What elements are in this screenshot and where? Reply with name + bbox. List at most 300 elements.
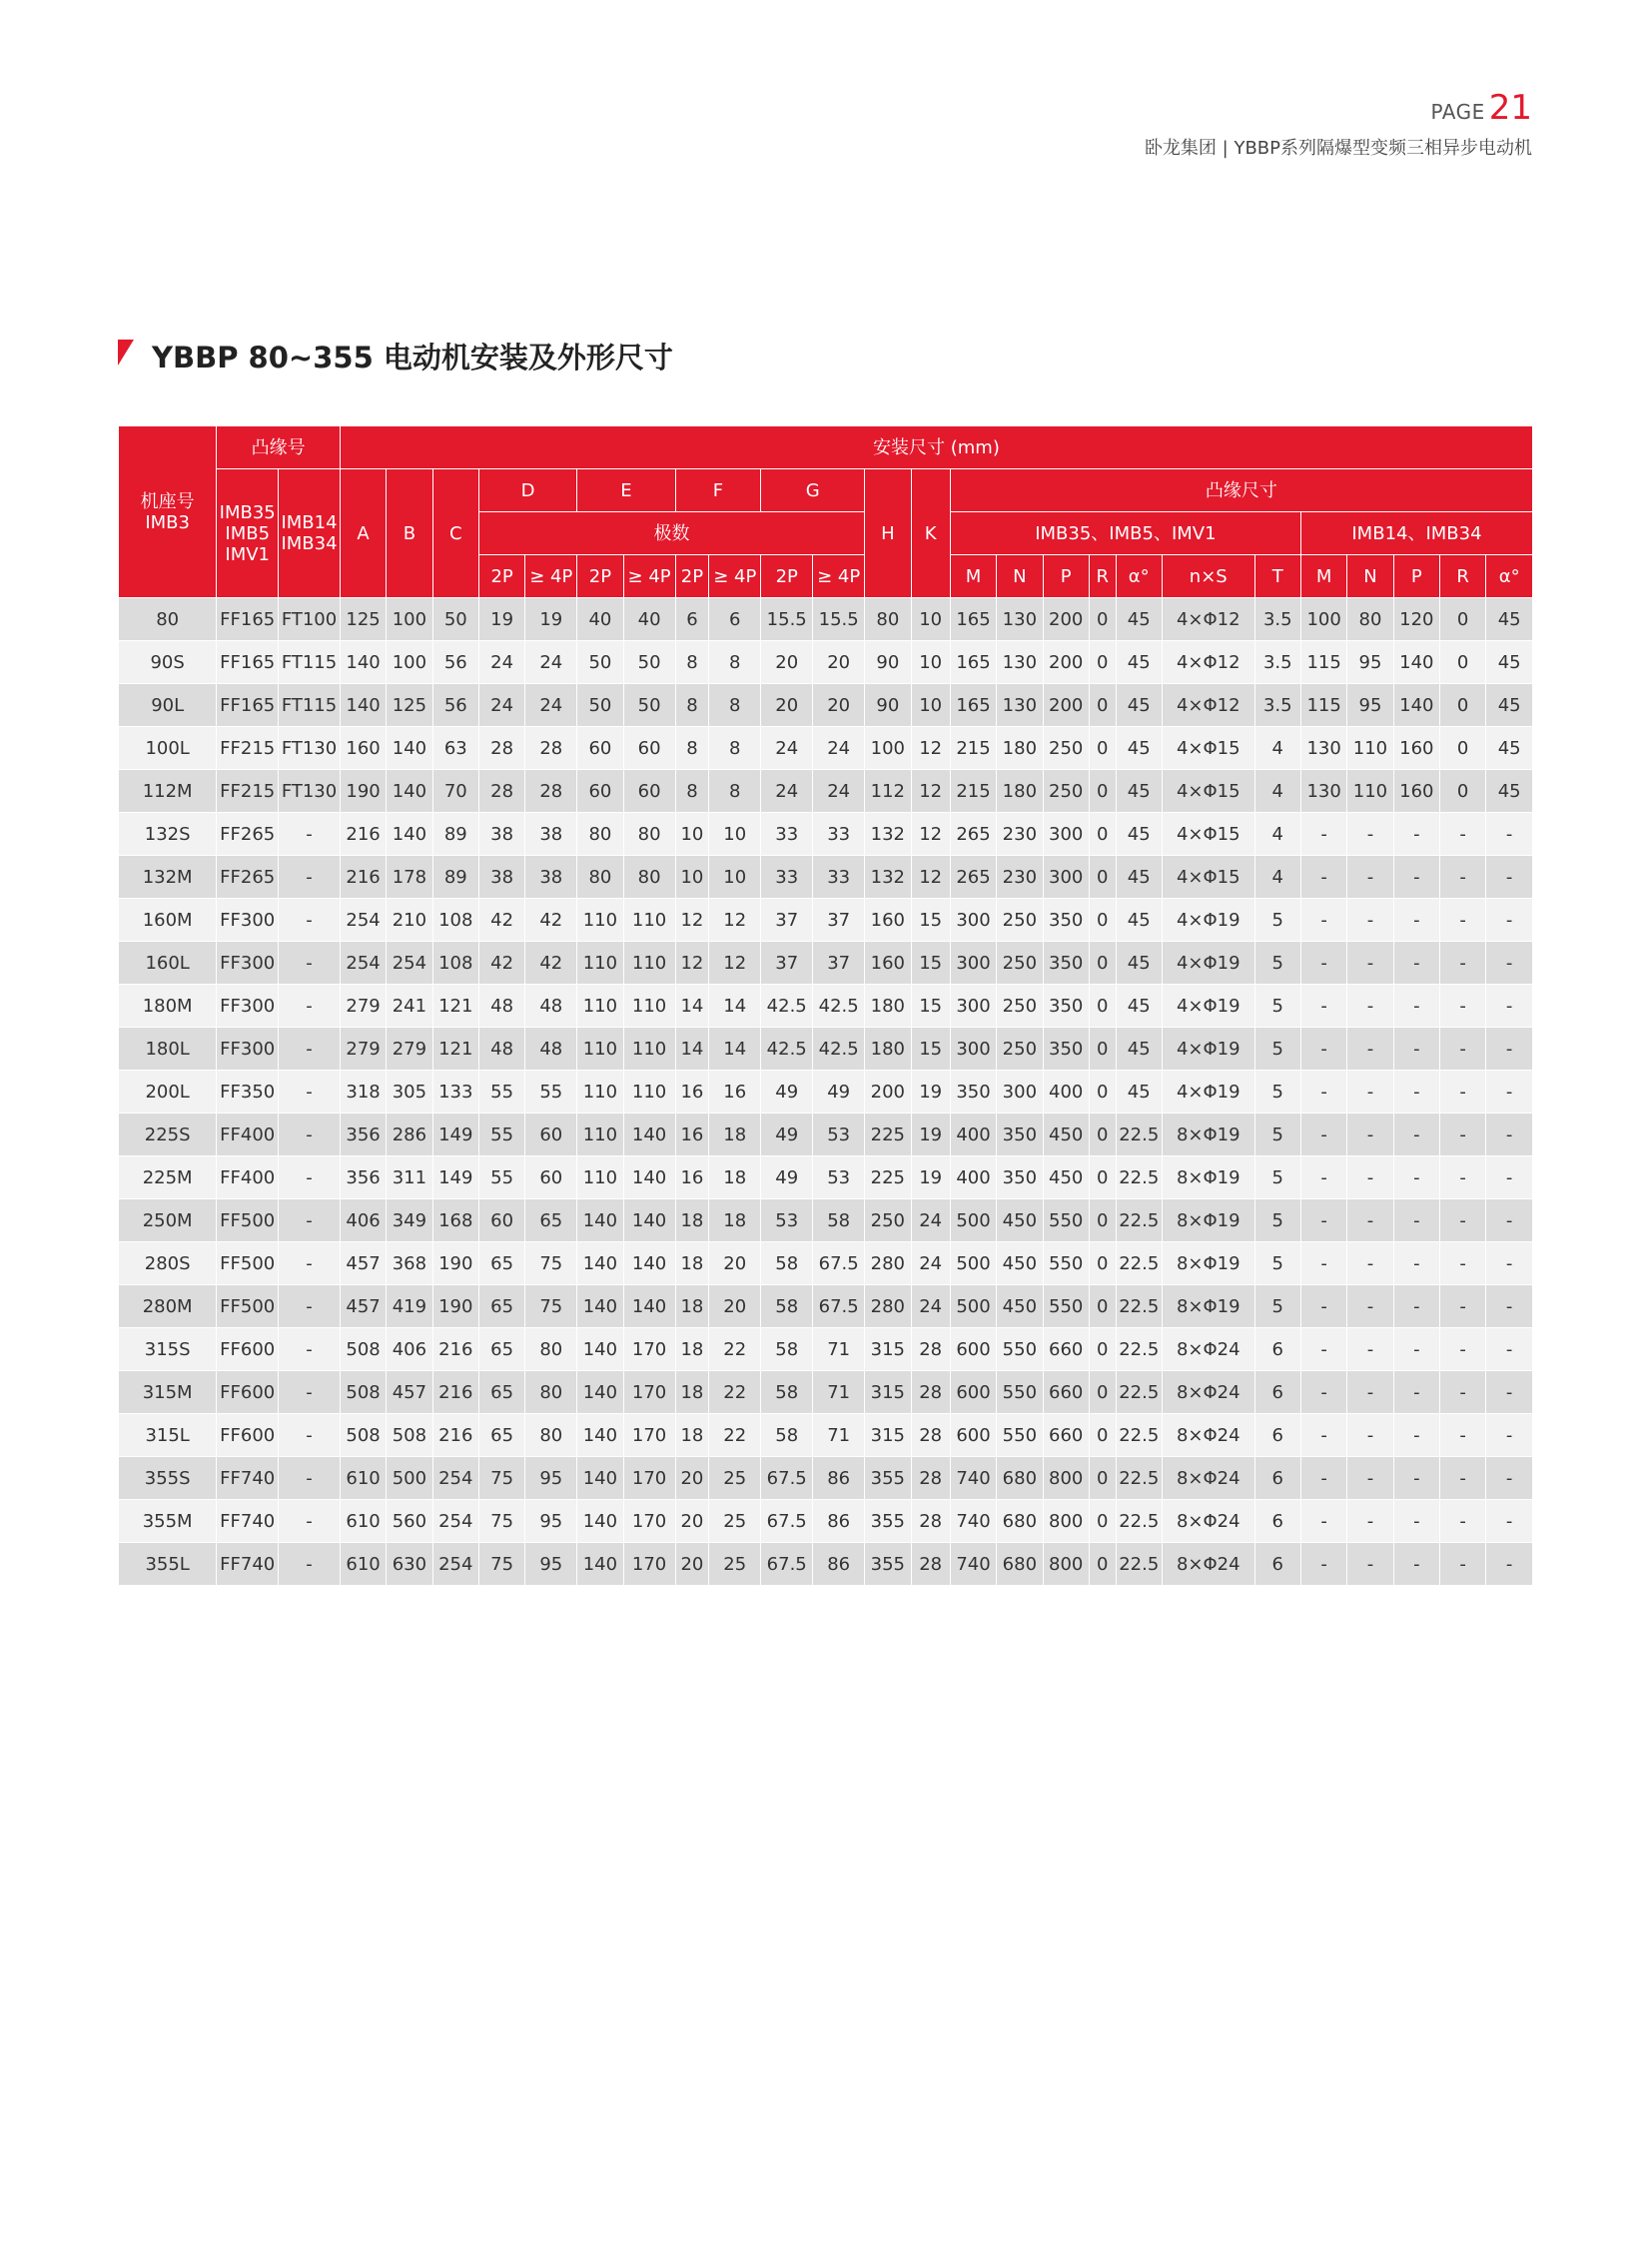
- table-cell: 45: [1486, 598, 1533, 641]
- table-cell: 86: [813, 1500, 865, 1543]
- flange-imb14-header: [279, 469, 341, 598]
- table-cell: 12: [911, 813, 950, 856]
- frame-size-cell: 90L: [119, 684, 217, 727]
- table-cell: 4×Φ12: [1162, 684, 1254, 727]
- table-cell: -: [1300, 942, 1346, 985]
- table-cell: 315: [865, 1328, 911, 1371]
- table-cell: 15: [911, 899, 950, 942]
- table-cell: 42.5: [761, 985, 813, 1028]
- table-cell: 190: [340, 770, 386, 813]
- table-cell: 350: [1043, 942, 1089, 985]
- table-cell: 18: [675, 1242, 709, 1285]
- table-cell: -: [279, 1457, 341, 1500]
- table-cell: 49: [813, 1071, 865, 1114]
- table-cell: 22.5: [1116, 1285, 1162, 1328]
- table-cell: -: [1486, 1156, 1533, 1199]
- table-row: [119, 1071, 1533, 1114]
- table-cell: 165: [950, 598, 996, 641]
- frame-size-cell: 160L: [119, 942, 217, 985]
- table-cell: 12: [709, 899, 761, 942]
- table-cell: 42: [478, 899, 524, 942]
- table-cell: 6: [1254, 1414, 1300, 1457]
- table-row: [119, 942, 1533, 985]
- imb35-nxs-header: n×S: [1162, 555, 1254, 598]
- table-cell: 58: [761, 1414, 813, 1457]
- table-cell: 250: [997, 985, 1043, 1028]
- table-cell: -: [1439, 1285, 1485, 1328]
- imb35-m-header: M: [950, 555, 996, 598]
- table-cell: -: [1393, 1371, 1439, 1414]
- table-cell: 4: [1254, 856, 1300, 899]
- table-cell: 20: [675, 1457, 709, 1500]
- table-cell: 0: [1089, 899, 1116, 942]
- table-cell: 500: [950, 1199, 996, 1242]
- table-cell: -: [1486, 1028, 1533, 1071]
- table-cell: 4×Φ19: [1162, 1028, 1254, 1071]
- table-cell: 33: [761, 856, 813, 899]
- table-cell: 450: [997, 1242, 1043, 1285]
- table-cell: 0: [1089, 1500, 1116, 1543]
- table-cell: -: [1486, 1285, 1533, 1328]
- table-cell: FF300: [217, 942, 279, 985]
- dimension-table: [118, 425, 1533, 1586]
- table-cell: -: [1393, 1500, 1439, 1543]
- table-cell: 22.5: [1116, 1371, 1162, 1414]
- table-cell: 4×Φ19: [1162, 899, 1254, 942]
- table-cell: 42: [525, 942, 577, 985]
- table-cell: 8×Φ19: [1162, 1285, 1254, 1328]
- table-cell: 56: [432, 684, 478, 727]
- table-cell: 610: [340, 1457, 386, 1500]
- table-cell: 140: [577, 1543, 623, 1586]
- table-cell: 349: [387, 1199, 432, 1242]
- table-cell: 4×Φ19: [1162, 1071, 1254, 1114]
- table-cell: 6: [1254, 1371, 1300, 1414]
- table-cell: 550: [1043, 1199, 1089, 1242]
- table-cell: 22: [709, 1414, 761, 1457]
- imb35-p-header: P: [1043, 555, 1089, 598]
- table-cell: FF740: [217, 1500, 279, 1543]
- frame-header: [119, 426, 217, 598]
- table-cell: 450: [997, 1285, 1043, 1328]
- table-cell: 45: [1486, 770, 1533, 813]
- table-cell: 22.5: [1116, 1457, 1162, 1500]
- frame-size-cell: 160M: [119, 899, 217, 942]
- table-cell: 45: [1116, 813, 1162, 856]
- table-cell: 10: [911, 684, 950, 727]
- table-cell: 400: [1043, 1071, 1089, 1114]
- table-cell: 58: [761, 1328, 813, 1371]
- table-cell: 0: [1439, 641, 1485, 684]
- table-cell: 0: [1089, 641, 1116, 684]
- table-cell: -: [279, 1285, 341, 1328]
- table-cell: 4×Φ15: [1162, 813, 1254, 856]
- table-cell: 6: [1254, 1328, 1300, 1371]
- table-cell: 67.5: [813, 1242, 865, 1285]
- table-cell: 0: [1439, 598, 1485, 641]
- table-cell: 200: [1043, 598, 1089, 641]
- table-cell: 10: [911, 641, 950, 684]
- table-cell: 6: [675, 598, 709, 641]
- table-cell: -: [1300, 1114, 1346, 1156]
- table-cell: FF350: [217, 1071, 279, 1114]
- table-cell: 110: [577, 1028, 623, 1071]
- table-cell: 58: [761, 1285, 813, 1328]
- table-cell: 130: [1300, 727, 1346, 770]
- table-cell: 37: [761, 942, 813, 985]
- table-cell: 19: [911, 1071, 950, 1114]
- table-cell: 140: [340, 641, 386, 684]
- table-cell: 130: [997, 684, 1043, 727]
- table-cell: 450: [1043, 1114, 1089, 1156]
- table-cell: -: [1347, 1199, 1393, 1242]
- table-cell: 200: [1043, 641, 1089, 684]
- table-cell: 28: [525, 727, 577, 770]
- table-cell: 49: [761, 1114, 813, 1156]
- g-4p-header: ≥ 4P: [813, 555, 865, 598]
- table-cell: 65: [478, 1242, 524, 1285]
- table-cell: -: [279, 1371, 341, 1414]
- table-cell: 500: [387, 1457, 432, 1500]
- table-cell: -: [1486, 985, 1533, 1028]
- imb14-r-header: R: [1439, 555, 1485, 598]
- table-cell: 100: [1300, 598, 1346, 641]
- table-cell: 14: [675, 985, 709, 1028]
- table-cell: 80: [1347, 598, 1393, 641]
- flange-imb14-line2: IMB34: [281, 533, 338, 554]
- table-cell: 19: [525, 598, 577, 641]
- table-cell: 45: [1116, 727, 1162, 770]
- col-c-header: C: [432, 469, 478, 598]
- table-cell: 300: [1043, 813, 1089, 856]
- table-cell: 121: [432, 985, 478, 1028]
- imb35-n-header: N: [997, 555, 1043, 598]
- table-cell: 216: [340, 813, 386, 856]
- table-cell: -: [1300, 813, 1346, 856]
- table-cell: 160: [865, 942, 911, 985]
- table-cell: 110: [577, 1156, 623, 1199]
- table-cell: 12: [709, 942, 761, 985]
- table-row: [119, 1242, 1533, 1285]
- table-cell: 80: [577, 856, 623, 899]
- table-cell: 45: [1486, 641, 1533, 684]
- g-2p-header: 2P: [761, 555, 813, 598]
- table-cell: 4×Φ15: [1162, 856, 1254, 899]
- table-cell: 180: [997, 727, 1043, 770]
- table-cell: 24: [761, 770, 813, 813]
- table-cell: 60: [623, 770, 675, 813]
- table-cell: 600: [950, 1371, 996, 1414]
- frame-size-cell: 355L: [119, 1543, 217, 1586]
- running-title: 卧龙集团 | YBBP系列隔爆型变频三相异步电动机: [1144, 138, 1532, 159]
- table-cell: 560: [387, 1500, 432, 1543]
- table-row: [119, 1114, 1533, 1156]
- table-cell: 86: [813, 1543, 865, 1586]
- f-4p-header: ≥ 4P: [709, 555, 761, 598]
- frame-size-cell: 280S: [119, 1242, 217, 1285]
- table-cell: -: [1347, 1071, 1393, 1114]
- table-cell: 28: [911, 1457, 950, 1500]
- table-cell: -: [1439, 1328, 1485, 1371]
- table-cell: -: [1439, 1371, 1485, 1414]
- table-cell: 16: [675, 1071, 709, 1114]
- table-cell: -: [1486, 1371, 1533, 1414]
- table-cell: -: [1393, 899, 1439, 942]
- table-cell: -: [1486, 1543, 1533, 1586]
- table-cell: 67.5: [813, 1285, 865, 1328]
- table-cell: -: [1393, 1156, 1439, 1199]
- table-cell: 75: [478, 1500, 524, 1543]
- frame-size-cell: 250M: [119, 1199, 217, 1242]
- table-cell: FF265: [217, 856, 279, 899]
- table-cell: 45: [1116, 641, 1162, 684]
- table-cell: 4: [1254, 813, 1300, 856]
- table-cell: 33: [813, 813, 865, 856]
- table-cell: 80: [577, 813, 623, 856]
- table-cell: 80: [525, 1328, 577, 1371]
- table-cell: 315: [865, 1371, 911, 1414]
- table-cell: 6: [709, 598, 761, 641]
- table-cell: 75: [478, 1457, 524, 1500]
- table-cell: 0: [1439, 684, 1485, 727]
- table-cell: -: [1300, 1500, 1346, 1543]
- table-cell: -: [279, 899, 341, 942]
- table-cell: 457: [340, 1242, 386, 1285]
- table-cell: 8×Φ24: [1162, 1328, 1254, 1371]
- table-cell: 250: [997, 1028, 1043, 1071]
- table-row: [119, 641, 1533, 684]
- table-cell: -: [1300, 1543, 1346, 1586]
- table-cell: 4: [1254, 727, 1300, 770]
- frame-size-cell: 100L: [119, 727, 217, 770]
- table-cell: 95: [525, 1500, 577, 1543]
- table-cell: 4×Φ15: [1162, 770, 1254, 813]
- table-cell: 37: [761, 899, 813, 942]
- table-cell: 14: [675, 1028, 709, 1071]
- table-cell: 140: [623, 1199, 675, 1242]
- imb35-r-header: R: [1089, 555, 1116, 598]
- table-cell: 610: [340, 1500, 386, 1543]
- table-cell: 33: [761, 813, 813, 856]
- table-cell: 70: [432, 770, 478, 813]
- table-cell: 12: [675, 942, 709, 985]
- table-cell: 132: [865, 856, 911, 899]
- table-cell: 28: [911, 1414, 950, 1457]
- table-cell: 42.5: [813, 985, 865, 1028]
- table-row: [119, 899, 1533, 942]
- table-cell: 5: [1254, 1114, 1300, 1156]
- table-cell: 48: [525, 1028, 577, 1071]
- frame-size-cell: 315S: [119, 1328, 217, 1371]
- section-title: YBBP 80~355 电动机安装及外形尺寸: [152, 341, 673, 374]
- table-cell: 140: [340, 684, 386, 727]
- table-cell: 48: [478, 1028, 524, 1071]
- table-cell: 33: [813, 856, 865, 899]
- table-cell: 45: [1116, 1028, 1162, 1071]
- imb14-n-header: N: [1347, 555, 1393, 598]
- table-cell: 110: [623, 1071, 675, 1114]
- table-cell: -: [1439, 1028, 1485, 1071]
- table-cell: 178: [387, 856, 432, 899]
- table-cell: -: [1347, 1028, 1393, 1071]
- table-row: [119, 1028, 1533, 1071]
- table-cell: 132: [865, 813, 911, 856]
- table-cell: 20: [813, 641, 865, 684]
- table-cell: -: [1486, 1500, 1533, 1543]
- table-cell: 280: [865, 1285, 911, 1328]
- table-row: [119, 1199, 1533, 1242]
- table-cell: -: [1347, 1114, 1393, 1156]
- table-cell: 110: [577, 1071, 623, 1114]
- table-cell: 0: [1089, 770, 1116, 813]
- table-cell: -: [1393, 985, 1439, 1028]
- table-cell: 24: [813, 770, 865, 813]
- table-row: [119, 1328, 1533, 1371]
- frame-size-cell: 355S: [119, 1457, 217, 1500]
- table-cell: 0: [1089, 1114, 1116, 1156]
- table-cell: 170: [623, 1414, 675, 1457]
- table-cell: 140: [577, 1457, 623, 1500]
- table-cell: 125: [340, 598, 386, 641]
- table-cell: -: [1439, 1500, 1485, 1543]
- table-cell: -: [1347, 1242, 1393, 1285]
- table-cell: 18: [675, 1371, 709, 1414]
- table-cell: 24: [911, 1242, 950, 1285]
- table-cell: 110: [623, 899, 675, 942]
- table-cell: 600: [950, 1328, 996, 1371]
- table-cell: 279: [340, 985, 386, 1028]
- f-2p-header: 2P: [675, 555, 709, 598]
- table-cell: 89: [432, 856, 478, 899]
- table-cell: 406: [340, 1199, 386, 1242]
- table-cell: FT130: [279, 727, 341, 770]
- table-cell: 55: [525, 1071, 577, 1114]
- table-cell: 67.5: [761, 1543, 813, 1586]
- table-cell: 254: [432, 1543, 478, 1586]
- table-cell: 50: [623, 684, 675, 727]
- e-2p-header: 2P: [577, 555, 623, 598]
- table-cell: 67.5: [761, 1457, 813, 1500]
- table-cell: 8: [675, 727, 709, 770]
- table-cell: 356: [340, 1156, 386, 1199]
- table-cell: 180: [865, 1028, 911, 1071]
- table-cell: 90: [865, 641, 911, 684]
- imb35-alpha-header: α°: [1116, 555, 1162, 598]
- frame-header-line2: IMB3: [145, 511, 190, 533]
- table-cell: 112: [865, 770, 911, 813]
- table-cell: -: [1439, 1156, 1485, 1199]
- table-cell: 311: [387, 1156, 432, 1199]
- table-cell: FF400: [217, 1114, 279, 1156]
- table-cell: 160: [340, 727, 386, 770]
- table-cell: 15: [911, 942, 950, 985]
- table-cell: 20: [675, 1500, 709, 1543]
- table-cell: FF740: [217, 1457, 279, 1500]
- table-row: [119, 1543, 1533, 1586]
- table-cell: 318: [340, 1071, 386, 1114]
- table-cell: -: [1486, 1457, 1533, 1500]
- table-cell: 680: [997, 1500, 1043, 1543]
- table-cell: -: [279, 1114, 341, 1156]
- table-cell: 15: [911, 1028, 950, 1071]
- flange-imb35-line1: IMB35: [219, 501, 276, 523]
- table-cell: -: [1439, 1114, 1485, 1156]
- table-cell: 0: [1089, 1457, 1116, 1500]
- table-cell: -: [1347, 1328, 1393, 1371]
- table-cell: -: [1347, 1156, 1393, 1199]
- table-cell: 110: [577, 899, 623, 942]
- table-cell: 28: [911, 1328, 950, 1371]
- table-cell: 165: [950, 684, 996, 727]
- table-cell: 0: [1089, 1242, 1116, 1285]
- table-cell: 170: [623, 1457, 675, 1500]
- table-cell: 12: [675, 899, 709, 942]
- title-marker-icon: [118, 340, 134, 366]
- table-cell: 300: [950, 899, 996, 942]
- table-cell: 50: [623, 641, 675, 684]
- table-cell: 350: [1043, 899, 1089, 942]
- table-cell: 8: [675, 641, 709, 684]
- poles-header: 极数: [478, 512, 864, 555]
- table-row: [119, 1285, 1533, 1328]
- table-cell: 115: [1300, 641, 1346, 684]
- table-cell: 300: [950, 942, 996, 985]
- table-cell: 80: [623, 856, 675, 899]
- table-cell: 3.5: [1254, 641, 1300, 684]
- table-cell: 0: [1089, 813, 1116, 856]
- table-cell: -: [1300, 856, 1346, 899]
- table-cell: 5: [1254, 1156, 1300, 1199]
- table-cell: 660: [1043, 1328, 1089, 1371]
- table-cell: 6: [1254, 1543, 1300, 1586]
- frame-size-cell: 225S: [119, 1114, 217, 1156]
- table-cell: 15.5: [761, 598, 813, 641]
- table-cell: 53: [813, 1114, 865, 1156]
- flange-dims-header: 凸缘尺寸: [950, 469, 1532, 512]
- table-cell: 37: [813, 942, 865, 985]
- table-cell: 19: [911, 1114, 950, 1156]
- table-cell: -: [1300, 1156, 1346, 1199]
- table-cell: 110: [623, 1028, 675, 1071]
- table-cell: 4×Φ12: [1162, 641, 1254, 684]
- table-cell: -: [1300, 1285, 1346, 1328]
- table-cell: -: [1439, 899, 1485, 942]
- table-cell: 108: [432, 899, 478, 942]
- table-cell: 25: [709, 1457, 761, 1500]
- table-cell: 355: [865, 1500, 911, 1543]
- table-cell: -: [1486, 899, 1533, 942]
- table-cell: 216: [432, 1371, 478, 1414]
- table-cell: 130: [1300, 770, 1346, 813]
- imb35-group-header: IMB35、IMB5、IMV1: [950, 512, 1300, 555]
- table-cell: 508: [340, 1371, 386, 1414]
- table-cell: 25: [709, 1543, 761, 1586]
- table-cell: -: [1439, 942, 1485, 985]
- table-cell: -: [1393, 1242, 1439, 1285]
- table-cell: 65: [478, 1371, 524, 1414]
- table-cell: 25: [709, 1500, 761, 1543]
- table-cell: 71: [813, 1328, 865, 1371]
- table-cell: 130: [997, 641, 1043, 684]
- table-cell: 28: [911, 1500, 950, 1543]
- table-cell: 230: [997, 856, 1043, 899]
- table-cell: 28: [478, 727, 524, 770]
- table-cell: 100: [387, 641, 432, 684]
- table-cell: -: [1347, 985, 1393, 1028]
- table-cell: 5: [1254, 1071, 1300, 1114]
- table-cell: 0: [1089, 1156, 1116, 1199]
- table-cell: 16: [675, 1114, 709, 1156]
